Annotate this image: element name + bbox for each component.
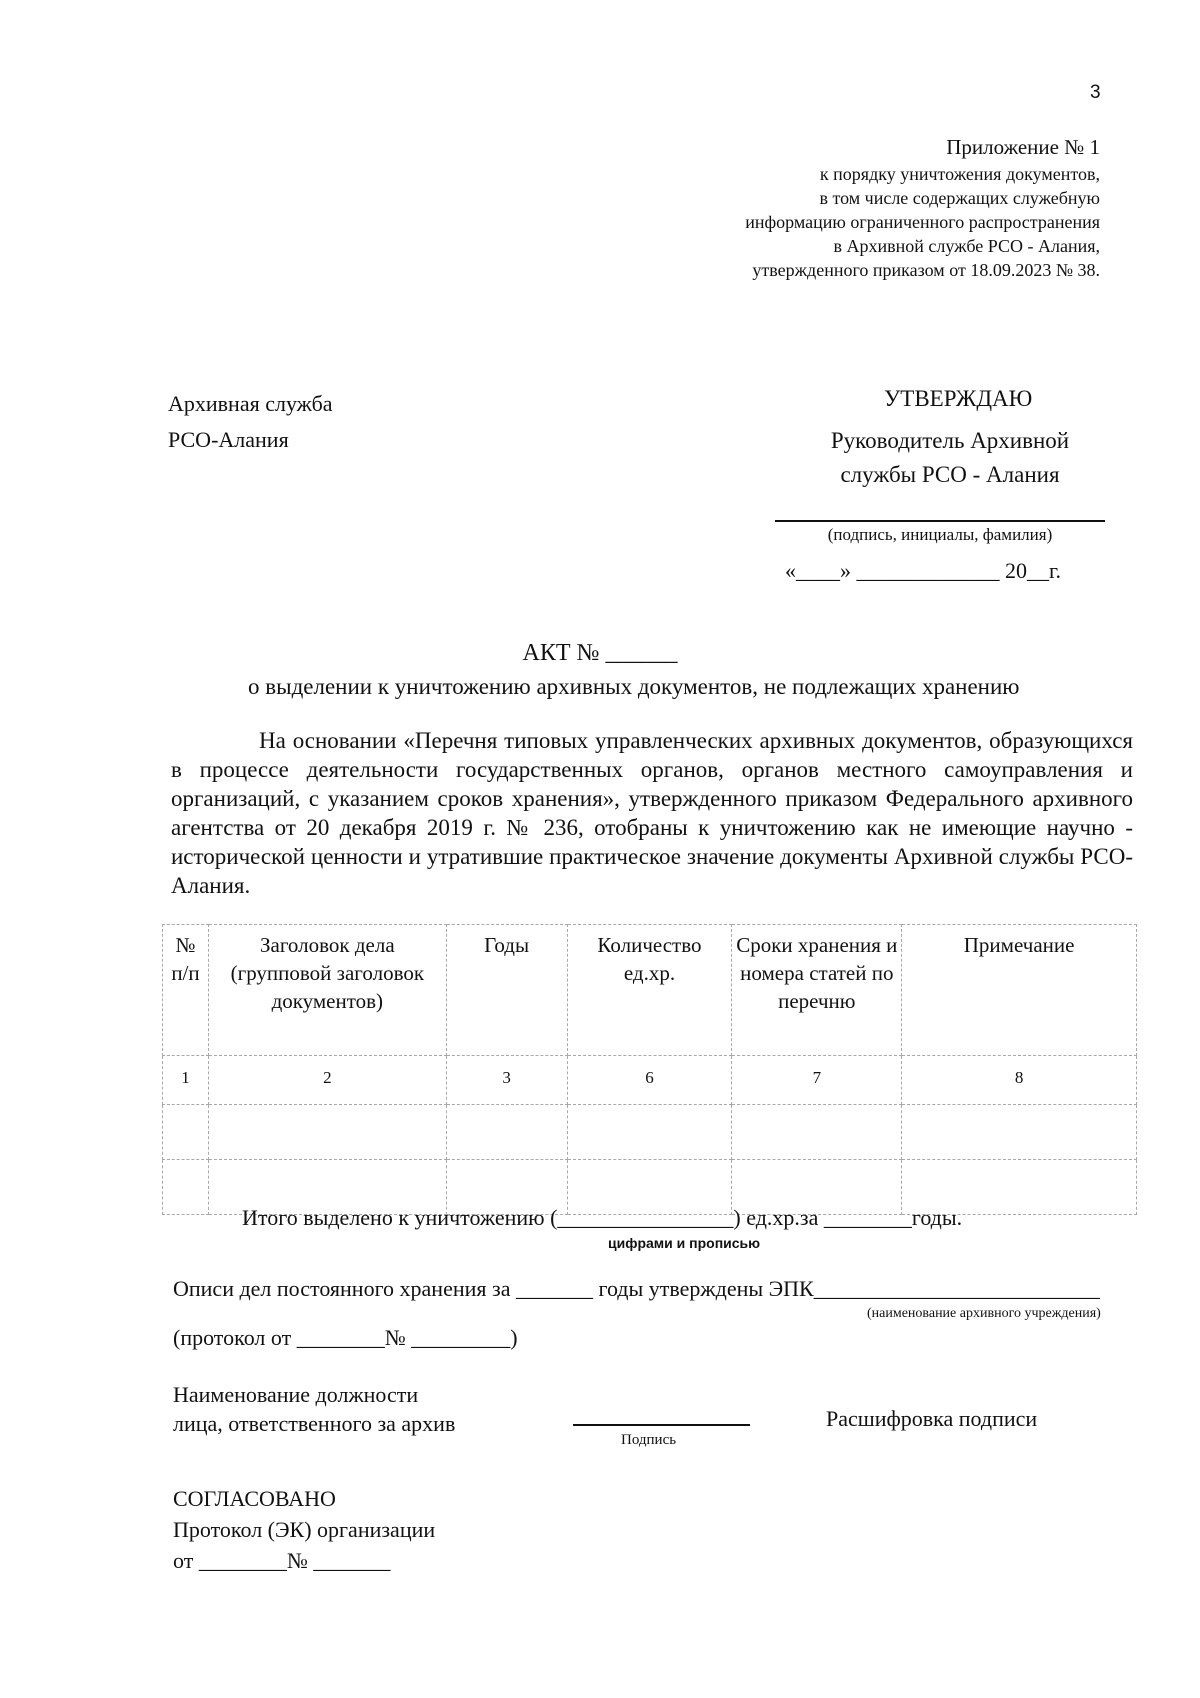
header-quantity: Количество ед.хр. [567,925,732,1056]
column-number: 2 [208,1056,446,1105]
organization-line: Архивная служба [168,391,333,416]
inventory-line: Описи дел постоянного хранения за _______ годы утверждены ЭПК__________________________ [173,1276,1100,1301]
header-case-title: Заголовок дела (групповой заголовок документов) [208,925,446,1056]
act-paragraph: На основании «Перечня типовых управленческих архивных документов, образующихся в процессе деятельности государственных органов, органов местного самоуправления и организаций, с указанием сроков хранения», утвержденного приказом Федерального архивного агентства от 20 декабря 2019 г. № 236, отобраны к уничтожению как не имеющие научно - исторической ценности и утратившие практическое значение документы Архивной службы РСО-Алания. [171,728,1133,898]
organization-block [168,386,333,458]
column-number: 7 [732,1056,902,1105]
act-subtitle: о выделении к уничтожению архивных документов, не подлежащих хранению [248,674,1020,699]
approval-signature-caption: (подпись, инициалы, фамилия) [827,525,1053,544]
appendix-title: Приложение № 1 [946,135,1100,159]
responsible-signature-caption: Подпись [621,1432,677,1448]
header-years: Годы [446,925,567,1056]
approval-role-line: Руководитель Архивной [830,428,1070,453]
inventory-protocol: (протокол от ________№ _________) [173,1325,518,1350]
inventory-caption: (наименование архивного учреждения) [867,1306,1101,1321]
column-number: 3 [446,1056,567,1105]
table-cell [163,1160,209,1215]
appendix-line: информацию ограниченного распространения [745,212,1100,232]
table-header-row [163,925,1137,1056]
responsible-line: лица, ответственного за архив [173,1411,456,1436]
appendix-line: в том числе содержащих служебную [819,188,1100,208]
header-storage-terms: Сроки хранения и номера статей по перечню [732,925,902,1056]
totals-caption: цифрами и прописью [608,1235,761,1251]
column-number: 6 [567,1056,732,1105]
organization-line: РСО-Алания [168,427,289,452]
page-number: 3 [1090,82,1101,103]
header-note: Примечание [902,925,1137,1056]
column-number: 1 [163,1056,209,1105]
approval-role [800,424,1100,492]
appendix-line: утвержденного приказом от 18.09.2023 № 38. [752,260,1100,280]
destruction-table [162,924,1137,1215]
table-cell [902,1105,1137,1160]
approval-date-line: «____» _____________ 20__г. [785,558,1062,583]
appendix-line: к порядку уничтожения документов, [819,164,1100,184]
header-number: № п/п [163,925,209,1056]
signature-decode: Расшифровка подписи [826,1406,1038,1431]
agreed-line: Протокол (ЭК) организации [173,1517,436,1542]
totals-line: Итого выделено к уничтожению (________________) ед.хр.за ________годы. [242,1205,963,1230]
approval-signature-line [775,520,1105,522]
table-row [163,1105,1137,1160]
table-column-numbers-row [163,1056,1137,1105]
responsible-line: Наименование должности [173,1382,419,1407]
agreed-title: СОГЛАСОВАНО [173,1486,336,1511]
responsible-block [173,1380,455,1438]
table-cell [446,1105,567,1160]
agreed-line: от ________№ _______ [173,1548,391,1573]
responsible-signature-line [573,1424,750,1426]
appendix-line: в Архивной службе РСО - Алания, [833,236,1100,256]
table-cell [567,1105,732,1160]
table-cell [163,1105,209,1160]
act-title: АКТ № ______ [522,640,678,666]
table-cell [208,1105,446,1160]
column-number: 8 [902,1056,1137,1105]
appendix-block [745,132,1100,282]
table-cell [732,1105,902,1160]
approval-role-line: службы РСО - Алания [840,462,1060,487]
agreed-block [173,1483,435,1576]
approval-title: УТВЕРЖДАЮ [884,386,1033,411]
